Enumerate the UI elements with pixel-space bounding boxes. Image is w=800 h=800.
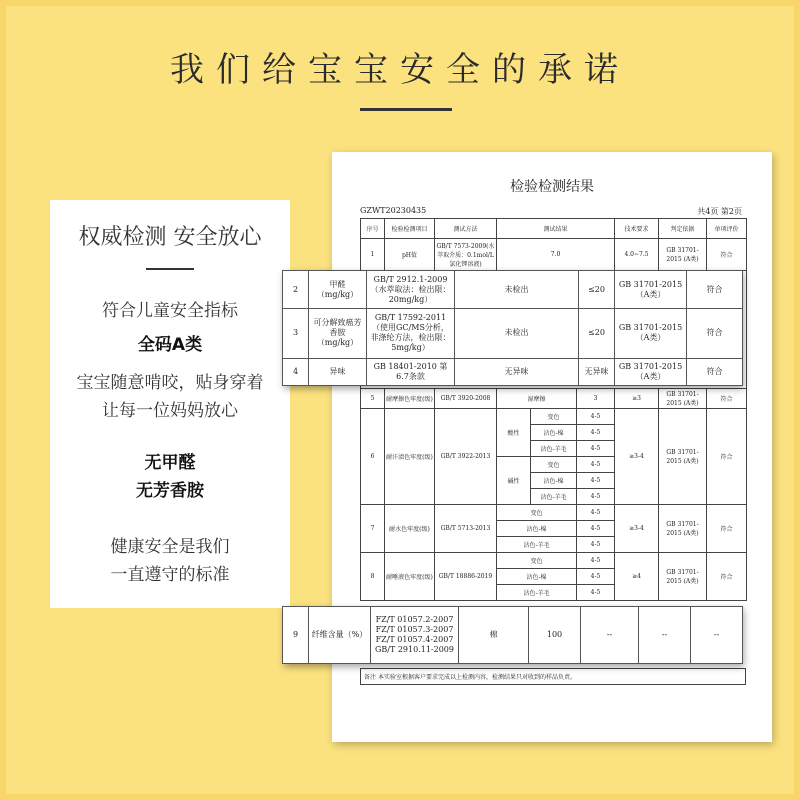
table-cell: 酸性 xyxy=(497,409,531,457)
table-cell: GB 31701-2015 (A类) xyxy=(659,505,707,553)
header-cell: 判定依据 xyxy=(659,219,707,239)
promise-panel xyxy=(50,200,290,608)
overlay-table xyxy=(282,270,743,386)
table-cell: 纤维含量（%） xyxy=(309,607,371,664)
table-cell: GB 31701-2015（A类） xyxy=(615,309,687,358)
table-cell: -- xyxy=(639,607,691,664)
table-cell: 2 xyxy=(283,271,309,309)
table-cell: GB/T 3920-2008 xyxy=(435,389,497,409)
table-cell: 4-5 xyxy=(577,409,615,425)
class-a-text: 全码A类 xyxy=(137,335,203,355)
table-cell: 4-5 xyxy=(577,553,615,569)
table-cell: 沾色-羊毛 xyxy=(497,585,577,601)
panel-title: 权威检测 安全放心 xyxy=(78,225,262,250)
table-cell: 变色 xyxy=(497,505,577,521)
table-cell: 4-5 xyxy=(577,457,615,473)
table-cell: GB/T 18886-2019 xyxy=(435,553,497,601)
health-standard-text: 健康安全是我们 xyxy=(110,537,230,557)
table-cell: 沾色-羊毛 xyxy=(497,537,577,553)
report-pages: 共4页 第2页 xyxy=(697,207,742,216)
header-cell: 单项评价 xyxy=(707,219,747,239)
table-row xyxy=(361,389,747,409)
table-cell: 1 xyxy=(361,239,385,271)
table-row xyxy=(361,239,747,271)
table-cell: pH值 xyxy=(385,239,435,271)
table-cell: 沾色-棉 xyxy=(497,521,577,537)
health-standard-text-2: 一直遵守的标准 xyxy=(110,565,230,585)
table-cell: ≥4 xyxy=(615,553,659,601)
report-code: GZWT20230435 xyxy=(360,206,427,215)
header-cell: 检验检测项目 xyxy=(385,219,435,239)
mom-assured-text: 让每一位妈妈放心 xyxy=(102,401,238,421)
table-cell: 3 xyxy=(577,389,615,409)
table-cell: ≤20 xyxy=(579,271,615,309)
table-cell: 4-5 xyxy=(577,473,615,489)
table-cell: 未检出 xyxy=(455,271,579,309)
table-cell: GB/T 17592-2011（使用GC/MS分析，非涤纶方法，检出限：5mg/kg） xyxy=(367,309,455,358)
table-cell: 耐唾液色牢度(级) xyxy=(385,553,435,601)
table-cell: 4-5 xyxy=(577,505,615,521)
table-cell: 4-5 xyxy=(577,441,615,457)
header-cell: 测试结果 xyxy=(497,219,615,239)
table-cell: 耐汗渍色牢度(级) xyxy=(385,409,435,505)
note-text: 本实验室根据客户要求完成以上检测内容，检测结果只对收到的样品负责。 xyxy=(377,674,576,681)
table-cell: 碱性 xyxy=(497,457,531,505)
table-cell: 沾色-棉 xyxy=(531,425,577,441)
report-title: 检验检测结果 xyxy=(510,179,594,195)
table-cell: 100 xyxy=(529,607,581,664)
table-cell: ≥3 xyxy=(615,389,659,409)
table-cell: 可分解致癌芳香胺（mg/kg） xyxy=(309,309,367,358)
table-row xyxy=(361,409,747,425)
table-cell: 符合 xyxy=(687,309,743,358)
table-cell: GB 31701-2015（A类） xyxy=(615,358,687,385)
page-headline: 我们给宝宝安全的承诺 xyxy=(170,50,630,90)
table-cell: 9 xyxy=(283,607,309,664)
table-cell: 8 xyxy=(361,553,385,601)
table-cell: ≥3-4 xyxy=(615,409,659,505)
table-cell: GB/T 2912.1-2009（水萃取法：检出限：20mg/kg） xyxy=(367,271,455,309)
no-aromatic-amine-text: 无芳香胺 xyxy=(136,481,204,501)
header-cell: 测试方法 xyxy=(435,219,497,239)
table-cell: 4-5 xyxy=(577,585,615,601)
table-cell: GB/T 7573-2009(水萃取介质：0.1mol/L氯化钾溶液) xyxy=(435,239,497,271)
table-cell: 7.0 xyxy=(497,239,615,271)
table-cell: -- xyxy=(581,607,639,664)
overlay-table xyxy=(282,606,743,664)
table-cell: 沾色-棉 xyxy=(531,473,577,489)
table-cell: GB 31701-2015 (A类) xyxy=(659,239,707,271)
table-cell: 符合 xyxy=(687,358,743,385)
safety-standard-text: 符合儿童安全指标 xyxy=(102,301,238,321)
table-header-row xyxy=(361,219,747,239)
table-row xyxy=(283,309,743,358)
table-cell: ≥3-4 xyxy=(615,505,659,553)
fiber-content-overlay xyxy=(282,606,742,664)
table-cell: 变色 xyxy=(531,409,577,425)
table-cell: 4-5 xyxy=(577,569,615,585)
table-cell: 4 xyxy=(283,358,309,385)
table-cell: 7 xyxy=(361,505,385,553)
table-cell: 符合 xyxy=(707,239,747,271)
table-cell: 棉 xyxy=(459,607,529,664)
no-formaldehyde-text: 无甲醛 xyxy=(144,453,196,473)
table-cell: 沾色-羊毛 xyxy=(531,489,577,505)
table-cell: 符合 xyxy=(707,389,747,409)
table-cell: 耐水色牢度(级) xyxy=(385,505,435,553)
table-cell: ≤20 xyxy=(579,309,615,358)
headline-underline xyxy=(360,108,452,111)
table-row xyxy=(361,553,747,569)
table-cell: GB/T 3922-2013 xyxy=(435,409,497,505)
table-cell: 符合 xyxy=(707,553,747,601)
header-cell: 序号 xyxy=(361,219,385,239)
header-cell: 技术要求 xyxy=(615,219,659,239)
note-label: 备注 xyxy=(364,674,377,681)
table-row xyxy=(283,607,743,664)
table-cell: 沾色-棉 xyxy=(497,569,577,585)
table-cell: -- xyxy=(691,607,743,664)
table-cell: FZ/T 01057.2-2007 FZ/T 01057.3-2007 FZ/T 01057.4-2007 GB/T 2910.11-2009 xyxy=(371,607,459,664)
table-cell: 5 xyxy=(361,389,385,409)
table-row xyxy=(283,271,743,309)
table-cell: 耐摩擦色牢度(级) xyxy=(385,389,435,409)
table-cell: 异味 xyxy=(309,358,367,385)
table-cell: 符合 xyxy=(687,271,743,309)
table-cell: GB 31701-2015 (A类) xyxy=(659,553,707,601)
table-cell: 符合 xyxy=(707,409,747,505)
table-cell: 变色 xyxy=(497,553,577,569)
table-cell: 4-5 xyxy=(577,537,615,553)
table-cell: 3 xyxy=(283,309,309,358)
table-cell: 甲醛（mg/kg） xyxy=(309,271,367,309)
table-cell: 符合 xyxy=(707,505,747,553)
panel-divider xyxy=(146,268,194,270)
table-cell: 变色 xyxy=(531,457,577,473)
table-cell: 4-5 xyxy=(577,425,615,441)
table-cell: 4-5 xyxy=(577,521,615,537)
table-row xyxy=(361,505,747,521)
table-cell: GB 31701-2015（A类） xyxy=(615,271,687,309)
report-note xyxy=(360,668,746,685)
table-cell: 无异味 xyxy=(455,358,579,385)
table-cell: GB 31701-2015 (A类) xyxy=(659,389,707,409)
bite-safe-text: 宝宝随意啃咬，贴身穿着 xyxy=(76,373,264,393)
table-cell: 6 xyxy=(361,409,385,505)
table-cell: GB/T 5713-2013 xyxy=(435,505,497,553)
table-row xyxy=(283,358,743,385)
table-cell: 沾色-羊毛 xyxy=(531,441,577,457)
table-cell: GB 31701-2015 (A类) xyxy=(659,409,707,505)
table-cell: 湿摩擦 xyxy=(497,389,577,409)
table-cell: GB 18401-2010 第6.7条款 xyxy=(367,358,455,385)
formaldehyde-amine-overlay xyxy=(282,270,742,386)
table-cell: 4.0~7.5 xyxy=(615,239,659,271)
table-cell: 未检出 xyxy=(455,309,579,358)
table-cell: 4-5 xyxy=(577,489,615,505)
table-cell: 无异味 xyxy=(579,358,615,385)
